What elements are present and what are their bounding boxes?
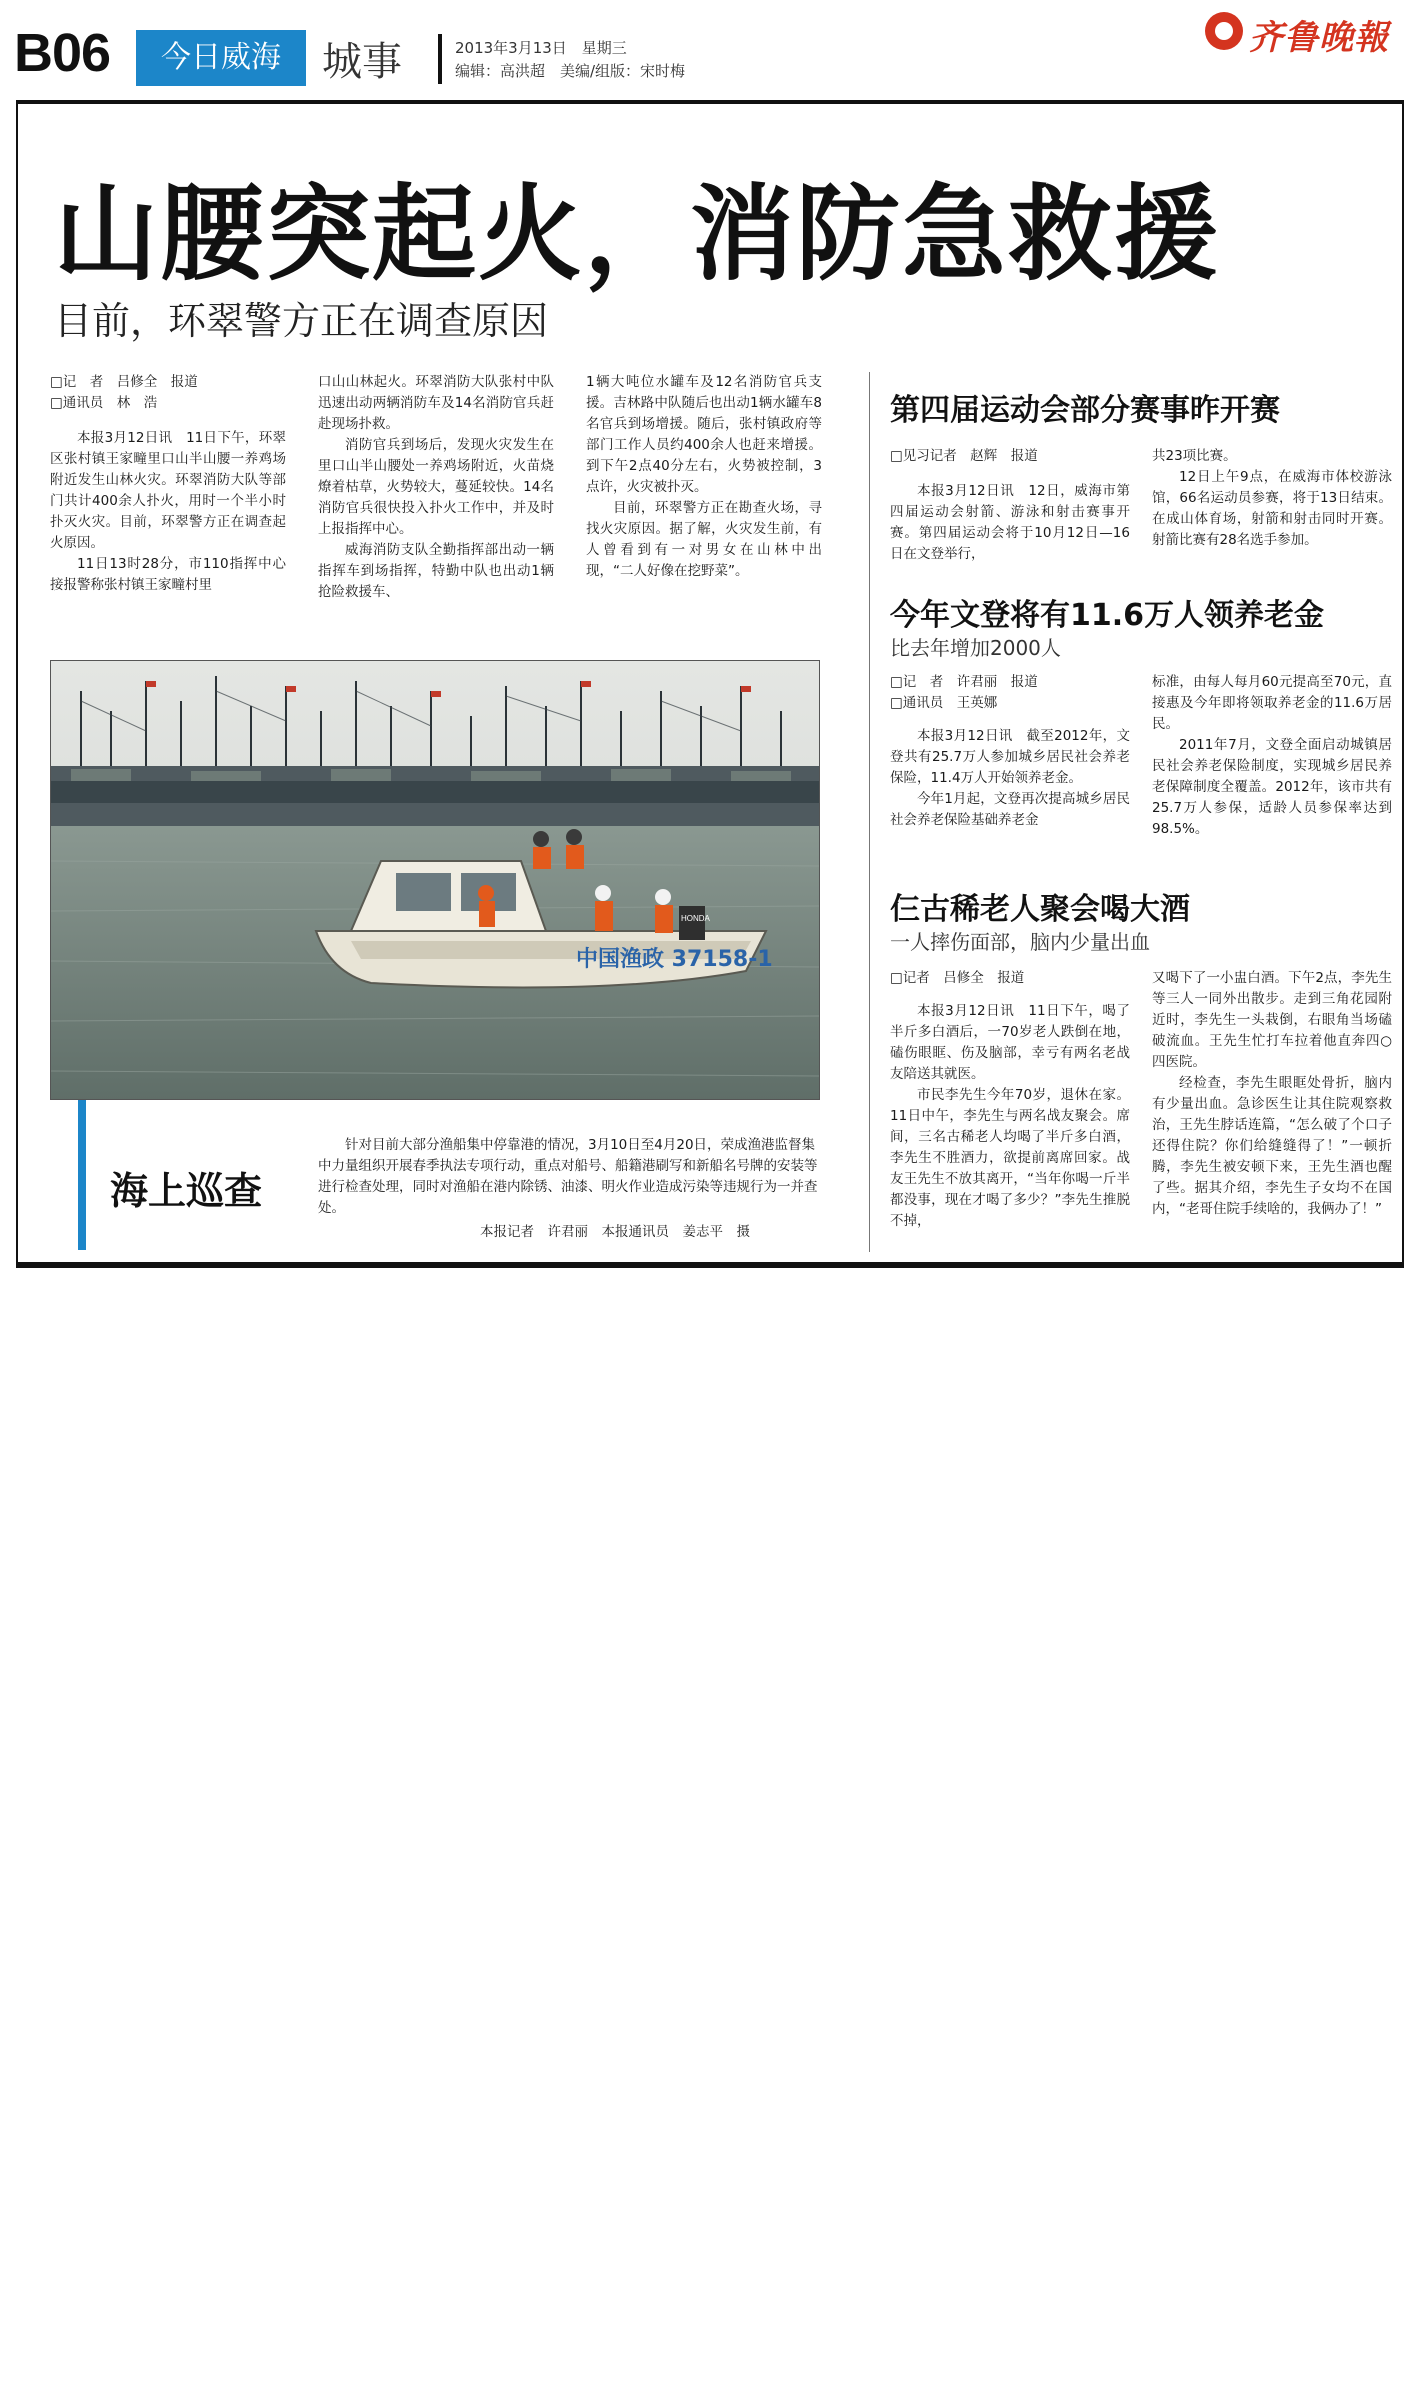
issue-date: 2013年3月13日 星期三 — [455, 39, 627, 57]
frame-top-rule — [16, 100, 1404, 104]
reporter-byline: □记 者 吕修全 报道 — [50, 374, 198, 390]
article-paragraph: 今年1月起，文登再次提高城乡居民社会养老保险基础养老金 — [890, 791, 1130, 828]
story4-left-column — [890, 968, 1130, 1232]
subsection-label: 城事 — [322, 39, 402, 85]
editor-credits: 编辑：高洪超 美编/组版：宋时梅 — [455, 62, 686, 80]
article-paragraph: 口山山林起火。环翠消防大队张村中队迅速出动两辆消防车及14名消防官兵赶赴现场扑救。 — [318, 374, 554, 432]
frame-right-rule — [1402, 100, 1404, 1266]
story2-headline: 第四届运动会部分赛事昨开赛 — [890, 393, 1280, 428]
article-paragraph: 市民李先生今年70岁，退休在家。11日中午，李先生与两名战友聚会。席间，三名古稀老人均喝了半斤多白酒，李先生不胜酒力，欲提前离席回家。战友王先生不放其离开，“当年你喝一斤半都没事，现在才喝了多少？”李先生推脱不掉， — [890, 1087, 1130, 1229]
article-paragraph: 消防官兵到场后，发现火灾发生在里口山半山腰处一养鸡场附近，火苗烧燎着枯草，火势较大，蔓延较快。14名消防官兵很快投入扑火工作中，并及时上报指挥中心。 — [318, 437, 554, 537]
main-subheadline: 目前，环翠警方正在调查原因 — [54, 299, 549, 343]
article-paragraph: 威海消防支队全勤指挥部出动一辆指挥车到场指挥，特勤中队也出动1辆抢险救援车、 — [318, 542, 554, 600]
reporter-byline: □记者 吕修全 报道 — [890, 970, 1025, 986]
story2-right-column — [1152, 446, 1392, 551]
motor-brand-text: HONDA — [681, 914, 710, 923]
column-divider — [869, 372, 870, 1252]
caption-paragraph: 针对目前大部分渔船集中停靠港的情况，3月10日至4月20日，荣成渔港监督集中力量组织开展春季执法专项行动，重点对船号、船籍港刷写和新船名号牌的安装等进行检查处理，同时对渔船在港内除锈、油漆、明火作业造成污染等违规行为一并查处。 — [318, 1137, 818, 1216]
page-number: B06 — [14, 23, 111, 83]
header-divider — [438, 34, 442, 84]
reporter-byline: □记 者 许君丽 报道 — [890, 674, 1038, 690]
story4-headline: 仨古稀老人聚会喝大酒 — [890, 892, 1190, 927]
article-paragraph: 2011年7月，文登全面启动城镇居民社会养老保险制度，实现城乡居民养老保障制度全覆盖。2012年，该市共有25.7万人参保，适龄人员参保率达到98.5%。 — [1152, 737, 1392, 837]
harbor-patrol-photo — [50, 660, 820, 1100]
article-paragraph: 1辆大吨位水罐车及12名消防官兵支援。吉林路中队随后也出动1辆水罐车8名官兵到场增援。随后，张村镇政府等部门工作人员约400余人也赶来增援。到下午2点40分左右，火势被控制，3点许，火灾被扑灭。 — [586, 374, 822, 495]
main-column-3 — [586, 372, 822, 582]
article-paragraph: 本报3月12日讯 11日下午，喝了半斤多白酒后，一70岁老人跌倒在地，磕伤眼眶、伤及脑部，幸亏有两名老战友陪送其就医。 — [890, 1003, 1130, 1082]
story3-left-column — [890, 672, 1130, 831]
story3-headline: 今年文登将有11.6万人领养老金 — [890, 598, 1325, 633]
story4-right-column — [1152, 968, 1392, 1220]
article-paragraph: 经检查，李先生眼眶处骨折，脑内有少量出血。急诊医生让其住院观察救治，王先生脖话连篇，“怎么破了个口子还得住院？你们给缝缝得了！”一顿折腾，李先生被安顿下来，王先生酒也醒了些。据其介绍，李先生子女均不在国内，“老哥住院手续啥的，我俩办了！” — [1152, 1075, 1392, 1217]
caption-accent-bar — [78, 1100, 86, 1250]
article-paragraph: 本报3月12日讯 截至2012年，文登共有25.7万人参加城乡居民社会养老保险，11.4万人开始领养老金。 — [890, 728, 1130, 786]
correspondent-byline: □通讯员 林 浩 — [50, 395, 158, 411]
photo-illustration — [51, 661, 820, 1100]
story2-left-column — [890, 446, 1130, 565]
article-paragraph: 12日上午9点，在威海市体校游泳馆，66名运动员参赛，将于13日结束。在成山体育场，射箭和射击同时开赛。射箭比赛有28名选手参加。 — [1152, 469, 1392, 548]
main-column-2 — [318, 372, 554, 603]
photo-caption-text — [318, 1135, 818, 1219]
article-paragraph: 本报3月12日讯 12日，威海市第四届运动会射箭、游泳和射击赛事开赛。第四届运动会将于10月12日—16日在文登举行， — [890, 483, 1130, 562]
article-paragraph: 目前，环翠警方正在勘查火场，寻找火灾原因。据了解，火灾发生前，有人曾看到有一对男女在山林中出现，“二人好像在挖野菜”。 — [586, 500, 822, 579]
article-paragraph: 共23项比赛。 — [1152, 448, 1237, 464]
newspaper-logo — [1205, 8, 1405, 58]
frame-left-rule — [16, 100, 18, 1266]
article-paragraph: 11日13时28分，市110指挥中心接报警称张村镇王家疃村里 — [50, 556, 286, 593]
correspondent-byline: □通讯员 王英娜 — [890, 695, 998, 711]
story4-subheadline: 一人摔伤面部，脑内少量出血 — [890, 930, 1150, 954]
story3-subheadline: 比去年增加2000人 — [890, 636, 1061, 660]
boat-registration-text: 中国渔政 37158-1 — [576, 947, 773, 972]
photo-caption-title: 海上巡查 — [110, 1169, 263, 1213]
photo-credit: 本报记者 许君丽 本报通讯员 姜志平 摄 — [480, 1224, 750, 1240]
logo-emblem-icon — [1205, 12, 1243, 50]
page-header — [0, 0, 1417, 100]
article-paragraph: 又喝下了一小盅白酒。下午2点，李先生等三人一同外出散步。走到三角花园附近时，李先生一头栽倒，右眼角当场磕破流血。王先生忙打车拉着他直奔四○四医院。 — [1152, 970, 1392, 1070]
logo-text: 齐鲁晚報 — [1249, 18, 1389, 58]
reporter-byline: □见习记者 赵辉 报道 — [890, 448, 1038, 464]
main-headline: 山腰突起火，消防急救援 — [54, 173, 1221, 295]
frame-bottom-rule — [16, 1262, 1404, 1268]
article-paragraph: 本报3月12日讯 11日下午，环翠区张村镇王家疃里口山半山腰一养鸡场附近发生山林火灾。环翠消防大队等部门共计400余人扑火，用时一个半小时扑灭火灾。目前，环翠警方正在调查起火原因。 — [50, 430, 286, 551]
main-column-1 — [50, 372, 286, 596]
section-label: 今日威海 — [136, 30, 306, 86]
article-paragraph: 标准，由每人每月60元提高至70元，直接惠及今年即将领取养老金的11.6万居民。 — [1152, 674, 1392, 732]
story3-right-column — [1152, 672, 1392, 840]
